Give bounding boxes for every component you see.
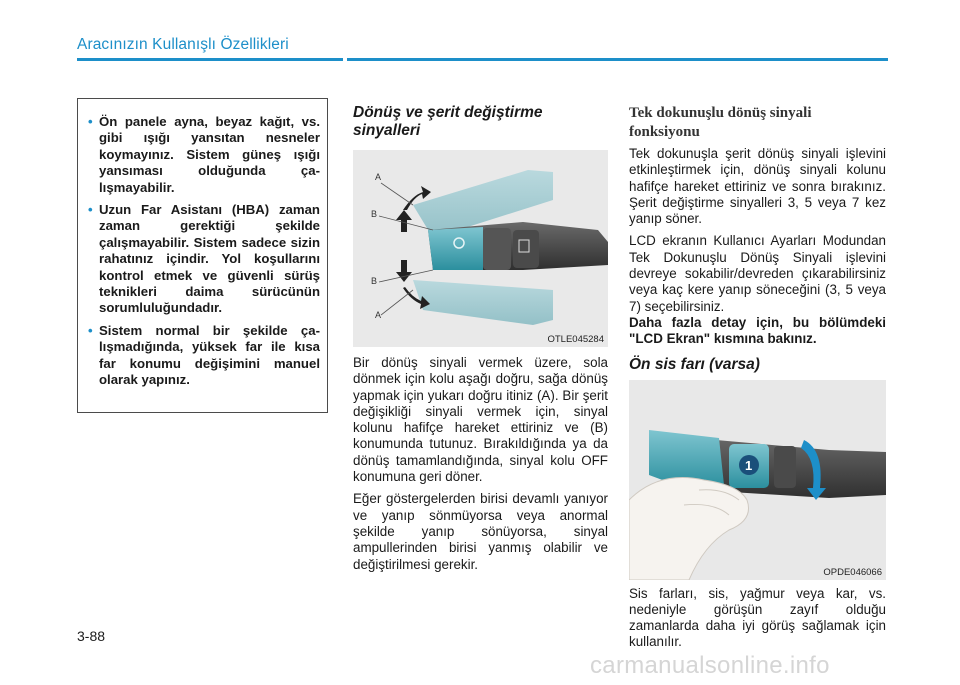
figure-label-a-top: A	[375, 172, 382, 182]
one-touch-paragraph-3: Daha fazla detay için, bu bölümdeki "LCD Ekran" kısmına bakınız.	[629, 314, 886, 347]
fog-light-heading: Ön sis farı (varsa)	[629, 355, 760, 373]
notice-list	[88, 114, 320, 389]
notice-item	[88, 323, 320, 389]
bullet-icon: •	[88, 114, 93, 129]
header-rule-right	[347, 58, 888, 61]
turn-signal-heading: Dönüş ve şerit değiştirme sinyalleri	[353, 104, 543, 139]
figure-label-a-bottom: A	[375, 310, 382, 320]
one-touch-column	[629, 104, 886, 657]
turn-signal-stalk-illustration	[353, 150, 608, 347]
section-title: Aracınızın Kullanışlı Özellikleri	[77, 36, 289, 53]
fog-light-paragraph: Sis farları, sis, yağmur veya kar, vs. nedeniyle görüşün zayıf olduğu zamanlarda daha iyi görüş sağlamak için kullanılır.	[629, 585, 886, 650]
figure-label-b-bottom: B	[371, 276, 378, 286]
watermark: carmanualsonline.info	[590, 652, 830, 679]
figure-code: OTLE045284	[547, 334, 604, 345]
svg-text:1: 1	[745, 457, 753, 473]
figure-label-b-top: B	[371, 209, 378, 219]
one-touch-paragraph-2: LCD ekranın Kullanıcı Ayarları Modundan Tek Dokunuşlu Dönüş Sinyali işlevini devreye sokabilir/devreden çıkarabilirsiniz veya kaç kere yanıp söneceğini (3, 5 veya 7) seçebilirsiniz.	[629, 233, 886, 314]
notice-item-text: Sistem normal bir şekilde çalışmadığında, yüksek far ile kısa far konumu değişimini manuel olarak yapınız.	[99, 322, 320, 388]
turn-signal-paragraph-2: Eğer göstergelerden birisi devamlı yanıyor ve yanıp sönmüyorsa veya anormal şekilde yanıp sönüyorsa, sinyal ampullerinden birisi yanmış olabilir ve değiştirilmesi gerekir.	[353, 491, 608, 572]
notice-box	[77, 98, 328, 413]
fog-light-figure	[629, 380, 886, 580]
figure-code: OPDE046066	[823, 566, 882, 578]
notice-item-text: Ön panele ayna, beyaz kağıt, vs. gibi ışığı yansıtan nesneler koymayınız. Sistem güneş ışığı yansıması olduğunda çalışmayabilir.	[99, 114, 320, 195]
notice-item-text: Uzun Far Asistanı (HBA) zaman zaman gerektiği şekilde çalışmayabilir. Sistem sadece sizin rahatınız içindir. Yol koşullarını kontrol etmek ve güvenli sürüş teknikleri daima sürücünün sorumluluğundadır.	[99, 202, 320, 316]
bullet-icon: •	[88, 322, 93, 338]
turn-signal-column	[353, 104, 608, 579]
page-number: 3-88	[77, 628, 106, 644]
bullet-icon: •	[88, 202, 93, 218]
turn-signal-figure	[353, 150, 608, 347]
one-touch-heading: Tek dokunuşlu dönüş sinyali fonksiyonu	[629, 105, 812, 140]
fog-light-stalk-illustration	[629, 380, 886, 580]
notice-item	[88, 114, 320, 196]
notice-item	[88, 202, 320, 317]
one-touch-paragraph-1: Tek dokunuşla şerit dönüş sinyali işlevini etkinleştirmek için, dönüş sinyali kolunu hafifçe hareket ettiriniz ve sonra bırakınız. Şerit değiştirme sinyalleri 3, 5 veya 7 kez yanıp söner.	[629, 146, 886, 227]
turn-signal-paragraph-1: Bir dönüş sinyali vermek üzere, sola dönmek için kolu aşağı doğru, sağa dönüş yapmak için yukarı doğru itiniz (A). Bir şerit değişikliği sinyali vermek için, sinyal kolunu hafifçe hareket ettiriniz ve (B) konumunda tutunuz. Bırakıldığında ya da dönüş tamamlandığında, sinyal kolu OFF konumuna geri döner.	[353, 355, 608, 485]
header-rule-left	[77, 58, 343, 61]
